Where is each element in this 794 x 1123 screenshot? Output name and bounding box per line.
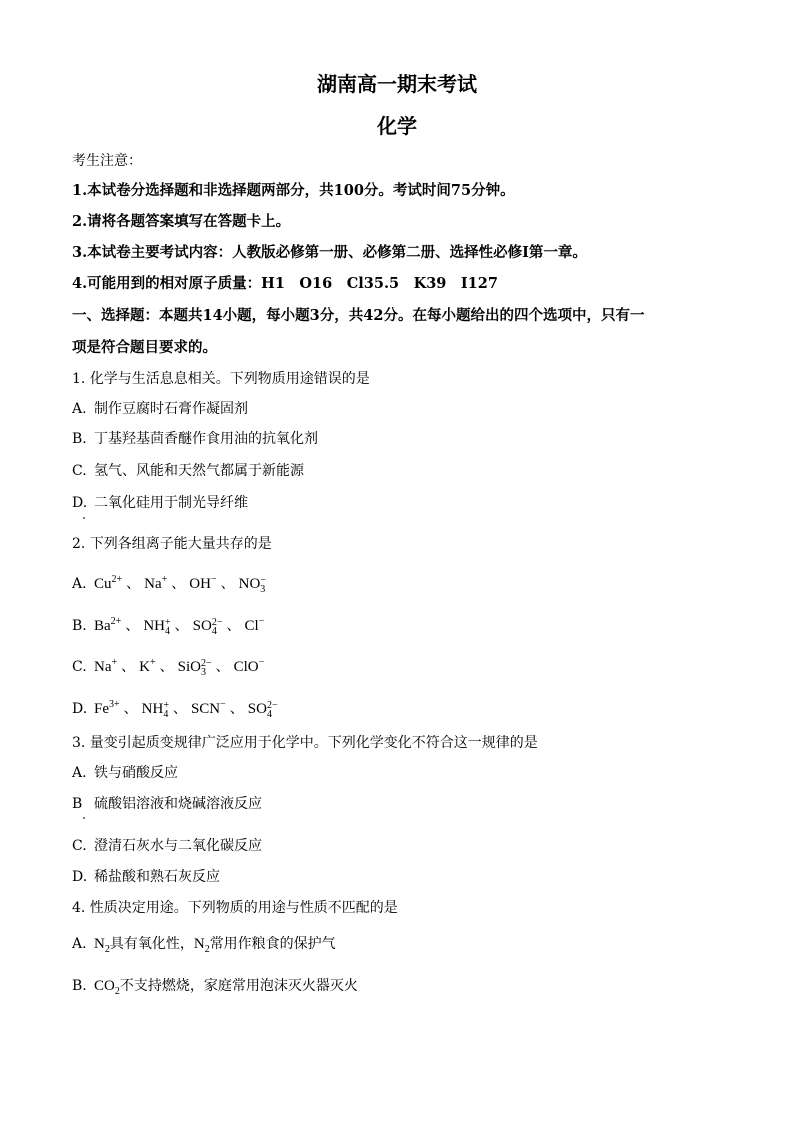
ion-formula: $Cu^{2+}$ [94, 574, 123, 592]
notice-item-4: 4.可能用到的相对原子质量：H1 O16 Cl35.5 K39 I127 [72, 275, 498, 292]
option-label: B. [72, 618, 87, 634]
ion-formula: Na+ [94, 657, 118, 675]
question-3-option-b: B 硫酸铝溶液和烧碱溶液反应 [72, 796, 262, 812]
notice-item-3: 3.本试卷主要考试内容：人教版必修第一册、必修第二册、选择性必修Ⅰ第一章。 [72, 244, 587, 261]
question-3-option-c: C. 澄清石灰水与二氧化碳反应 [72, 838, 262, 854]
ion-formula: SCN− [190, 699, 226, 717]
ion-formula: NO − 3 [238, 574, 266, 595]
question-1-stem: 1. 化学与生活息息相关。下列物质用途错误的是 [72, 371, 370, 387]
ion-formula: ClO− [233, 657, 265, 675]
ion-separator: 、 [172, 701, 187, 717]
ion-formula: Cl− [244, 616, 265, 634]
scan-dot [83, 817, 85, 819]
section-heading-line2: 项是符合题目要求的。 [72, 339, 217, 356]
question-2-stem: 2. 下列各组离子能大量共存的是 [72, 536, 272, 552]
question-3-option-a: A. 铁与硝酸反应 [72, 765, 178, 781]
ion-separator: 、 [125, 618, 140, 634]
question-3-stem: 3. 量变引起质变规律广泛应用于化学中。下列化学变化不符合这一规律的是 [72, 735, 538, 751]
ion-separator: 、 [229, 701, 244, 717]
document-title: 湖南高一期末考试 [317, 72, 477, 96]
ion-formula: $Ba^{2+}$ [94, 616, 122, 634]
notice-item-2: 2.请将各题答案填写在答题卡上。 [72, 213, 291, 230]
ion-separator: 、 [215, 659, 230, 675]
question-2-option-c [72, 653, 264, 677]
ion-formula: SO 2− 4 [247, 699, 278, 720]
ion-separator: 、 [159, 659, 174, 675]
ion-formula: SiO 2− 3 [177, 657, 212, 678]
ion-separator: 、 [171, 576, 186, 592]
ion-separator: 、 [220, 576, 235, 592]
option-label: A. [72, 576, 87, 592]
question-1-option-c: C. 氢气、风能和天然气都属于新能源 [72, 463, 304, 479]
ion-formula: SO 2− 4 [192, 616, 223, 637]
question-2-option-a [72, 570, 266, 594]
question-3-option-d: D. 稀盐酸和熟石灰反应 [72, 869, 220, 885]
ion-formula: $Fe^{3+}$ [94, 699, 120, 717]
question-4-option-b: B. $CO_2$不支持燃烧，家庭常用泡沫灭火器灭火 [72, 978, 358, 997]
subject-title: 化学 [377, 114, 417, 138]
option-label: D. [72, 701, 88, 717]
ion-formula: K+ [139, 657, 156, 675]
notice-item-1: 1.本试卷分选择题和非选择题两部分，共100分。考试时间75分钟。 [72, 182, 515, 199]
question-1-option-b: B. 丁基羟基茴香醚作食用油的抗氧化剂 [72, 431, 318, 447]
question-1-option-a: A. 制作豆腐时石膏作凝固剂 [72, 401, 248, 417]
ion-separator: 、 [121, 659, 136, 675]
question-1-option-d: D. 二氧化硅用于制光导纤维 [72, 495, 248, 511]
ion-formula: OH− [189, 574, 217, 592]
ion-formula: Na+ [144, 574, 168, 592]
ion-formula: NH + 4 [143, 616, 171, 637]
notice-heading: 考生注意： [72, 153, 142, 169]
ion-separator: 、 [123, 701, 138, 717]
ion-separator: 、 [226, 618, 241, 634]
question-2-option-b [72, 612, 264, 636]
option-label: C. [72, 659, 87, 675]
question-4-stem: 4. 性质决定用途。下列物质的用途与性质不匹配的是 [72, 900, 398, 916]
section-heading-line1: 一、选择题：本题共14小题，每小题3分，共42分。在每小题给出的四个选项中，只有一 [72, 307, 645, 324]
ion-formula: NH + 4 [141, 699, 169, 720]
ion-separator: 、 [174, 618, 189, 634]
question-2-option-d [72, 695, 278, 719]
scan-dot [83, 517, 85, 519]
question-4-option-a: A. $N_2$具有氧化性，$N_2$常用作粮食的保护气 [72, 936, 336, 955]
ion-separator: 、 [126, 576, 141, 592]
